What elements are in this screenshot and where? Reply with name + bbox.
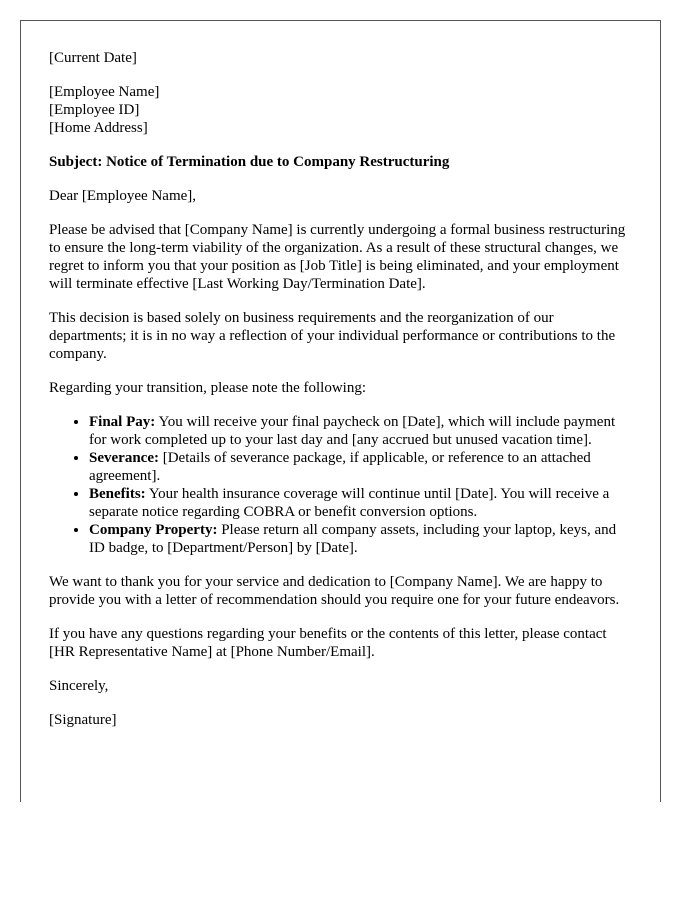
- transition-list: [49, 413, 634, 557]
- letter-date: [Current Date]: [49, 50, 137, 66]
- signature: [Signature]: [49, 712, 117, 728]
- recipient-block: [49, 83, 634, 137]
- list-item: [89, 413, 634, 449]
- closing-paragraph: We want to thank you for your service and dedication to [Company Name]. We are happy to provide you with a letter of recommendation should you require one for your future endeavors.: [49, 574, 620, 608]
- list-item-label: Final Pay:: [89, 414, 156, 430]
- list-item: [89, 449, 634, 485]
- body-paragraph: This decision is based solely on business requirements and the reorganization of our departments; it is in no way a reflection of your individual performance or contributions to the company.: [49, 310, 616, 362]
- list-item-label: Company Property:: [89, 522, 218, 538]
- list-item: [89, 521, 634, 557]
- closing-paragraph: If you have any questions regarding your benefits or the contents of this letter, please contact [HR Representative Name] at [Phone Number/Email].: [49, 626, 607, 660]
- salutation: Dear [Employee Name],: [49, 188, 197, 204]
- recipient-address: [Home Address]: [49, 120, 148, 136]
- list-item-text: Your health insurance coverage will continue until [Date]. You will receive a separate notice regarding COBRA or benefit conversion options.: [89, 486, 610, 520]
- recipient-id: [Employee ID]: [49, 102, 140, 118]
- body-paragraph: Please be advised that [Company Name] is currently undergoing a formal business restructuring to ensure the long-term viability of the organization. As a result of these structural changes, we regret to inform you that your position as [Job Title] is being eliminated, and your employment will terminate effective [Last Working Day/Termination Date].: [49, 222, 626, 292]
- list-item: [89, 485, 634, 521]
- recipient-name: [Employee Name]: [49, 84, 160, 100]
- letter-page: [20, 20, 661, 802]
- transition-intro: Regarding your transition, please note the following:: [49, 380, 367, 396]
- sign-off: Sincerely,: [49, 678, 109, 694]
- list-item-text: You will receive your final paycheck on [Date], which will include payment for work completed up to your last day and [any accrued but unused vacation time].: [89, 414, 616, 448]
- list-item-label: Benefits:: [89, 486, 146, 502]
- list-item-text: Please return all company assets, including your laptop, keys, and ID badge, to [Department/Person] by [Date].: [89, 522, 617, 556]
- list-item-text: [Details of severance package, if applicable, or reference to an attached agreement].: [89, 450, 591, 484]
- subject-line: Subject: Notice of Termination due to Company Restructuring: [49, 154, 450, 170]
- list-item-label: Severance:: [89, 450, 159, 466]
